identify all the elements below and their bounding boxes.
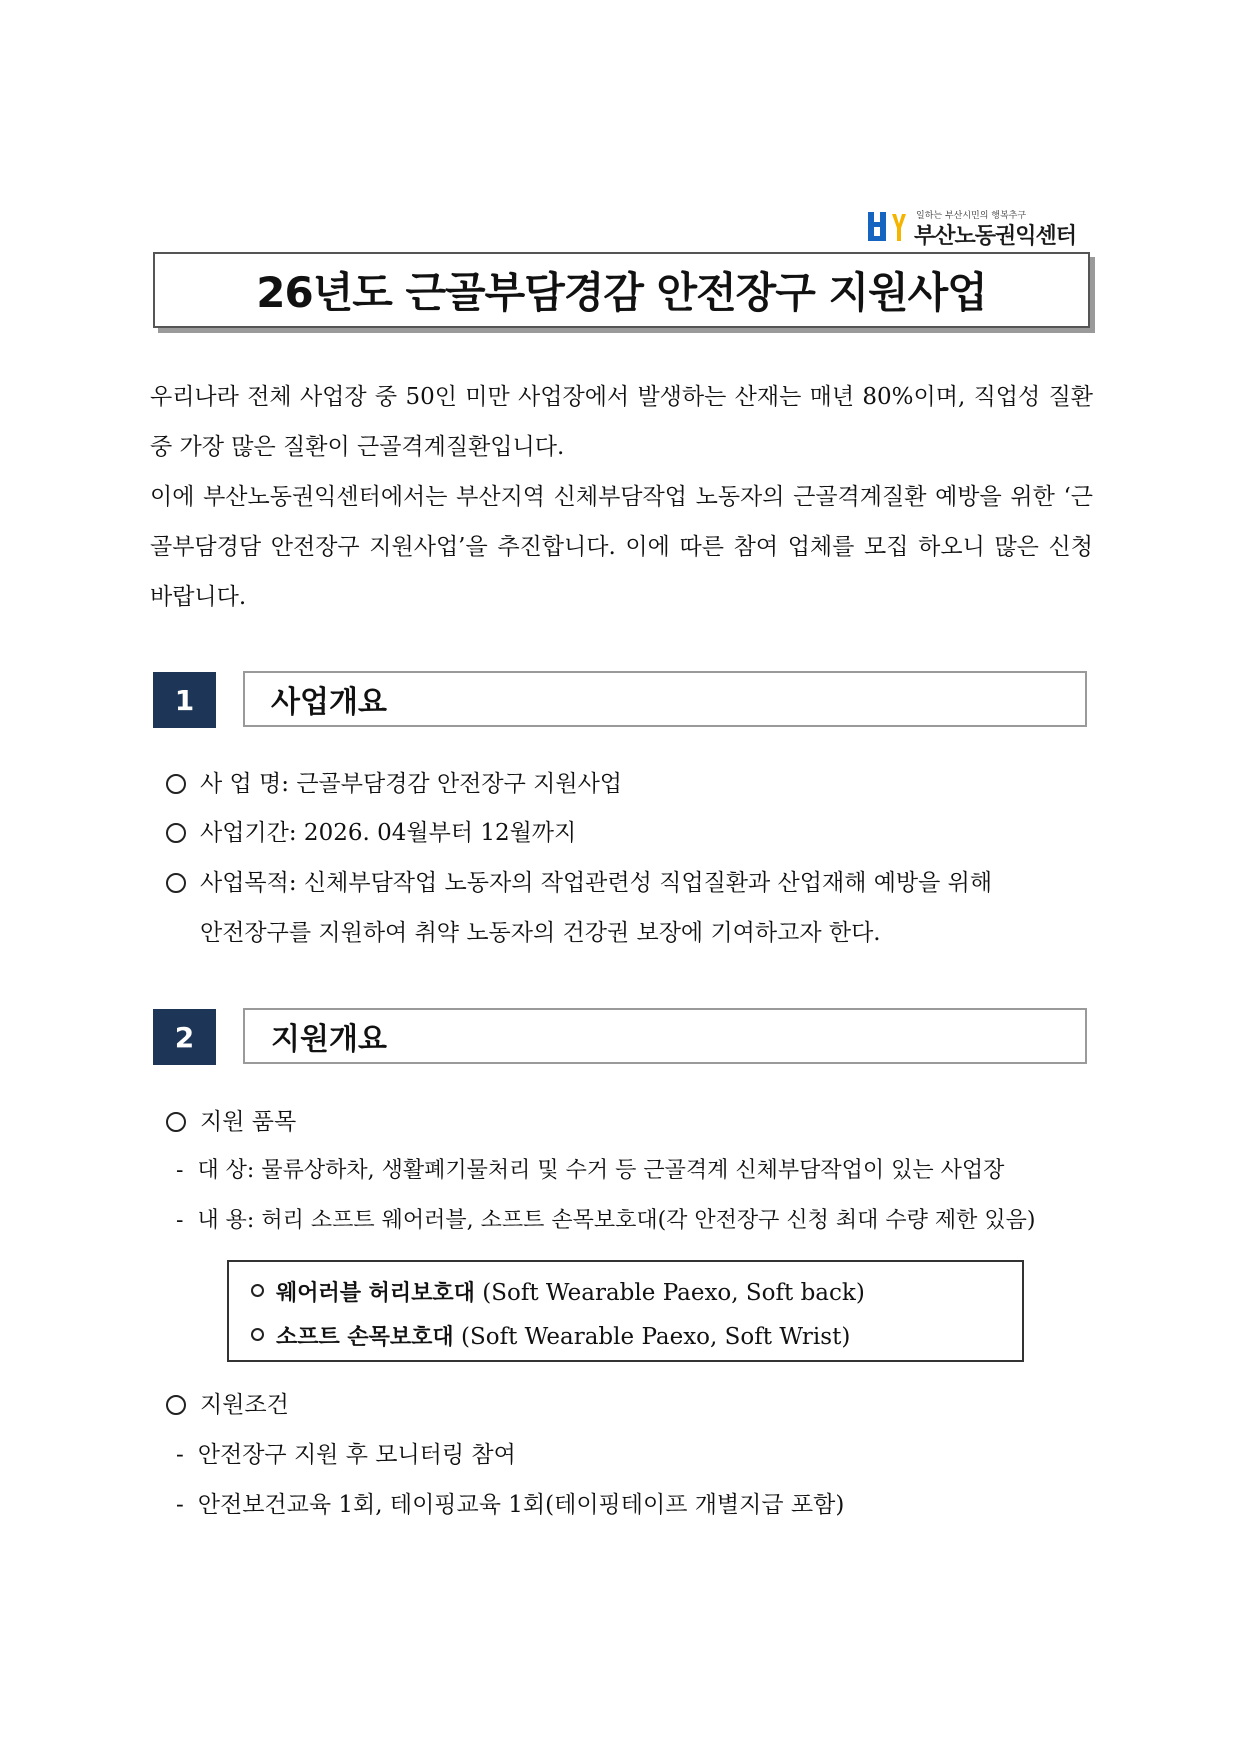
small-circle-bullet-icon — [251, 1328, 264, 1341]
section-2-heading: 지원개요 — [243, 1008, 1087, 1064]
support-items-title: 지원 품목 — [166, 1103, 296, 1136]
product-item: 웨어러블 허리보호대 (Soft Wearable Paexo, Soft back) — [251, 1276, 865, 1307]
support-content-line: - 내 용: 허리 소프트 웨어러블, 소프트 손목보호대(각 안전장구 신청 최대 수량 제한 있음) — [176, 1208, 1036, 1233]
org-logo-mark-icon — [866, 208, 908, 244]
logo-tagline: 일하는 부산시민의 행복추구 — [916, 211, 1027, 221]
circle-bullet-icon — [166, 873, 186, 893]
intro-paragraph-1: 우리나라 전체 사업장 중 50인 미만 사업장에서 발생하는 산재는 매년 80%이며, 직업성 질환 중 가장 많은 질환이 근골격계질환입니다. — [150, 384, 1093, 460]
circle-bullet-icon — [166, 1395, 186, 1415]
product-list-box — [227, 1260, 1024, 1362]
section-1-number: 1 — [153, 672, 216, 728]
support-condition-2: - 안전보건교육 1회, 테이핑교육 1회(테이핑테이프 개별지급 포함) — [176, 1492, 845, 1518]
project-purpose-line: 사업목적: 신체부담작업 노동자의 작업관련성 직업질환과 산업재해 예방을 위해 — [166, 864, 992, 897]
title-box — [153, 252, 1090, 328]
support-conditions-title: 지원조건 — [166, 1386, 289, 1419]
intro-paragraph-2: 이에 부산노동권익센터에서는 부산지역 신체부담작업 노동자의 근골격계질환 예방을 위한 ‘근골부담경담 안전장구 지원사업’을 추진합니다. 이에 따른 참여 업체를 모집 하오니 많은 신청 바랍니다. — [150, 484, 1093, 610]
product-item: 소프트 손목보호대 (Soft Wearable Paexo, Soft Wrist) — [251, 1320, 850, 1351]
circle-bullet-icon — [166, 823, 186, 843]
circle-bullet-icon — [166, 774, 186, 794]
org-logo — [866, 206, 1086, 249]
section-2-header — [153, 1008, 1087, 1066]
intro-text — [150, 372, 1093, 622]
project-name-line: 사 업 명: 근골부담경감 안전장구 지원사업 — [166, 765, 622, 798]
project-period-line: 사업기간: 2026. 04월부터 12월까지 — [166, 814, 576, 847]
section-1-header — [153, 671, 1087, 729]
document-title: 26년도 근골부담경감 안전장구 지원사업 — [256, 268, 987, 317]
section-1-heading: 사업개요 — [243, 671, 1087, 727]
section-2-number: 2 — [153, 1009, 216, 1065]
support-target-line: - 대 상: 물류상하차, 생활폐기물처리 및 수거 등 근골격계 신체부담작업이 있는 사업장 — [176, 1158, 1005, 1183]
circle-bullet-icon — [166, 1112, 186, 1132]
support-condition-1: - 안전장구 지원 후 모니터링 참여 — [176, 1442, 516, 1468]
logo-org-name: 부산노동권익센터 — [914, 224, 1077, 249]
project-purpose-continued: 안전장구를 지원하여 취약 노동자의 건강권 보장에 기여하고자 한다. — [200, 920, 881, 946]
small-circle-bullet-icon — [251, 1284, 264, 1297]
